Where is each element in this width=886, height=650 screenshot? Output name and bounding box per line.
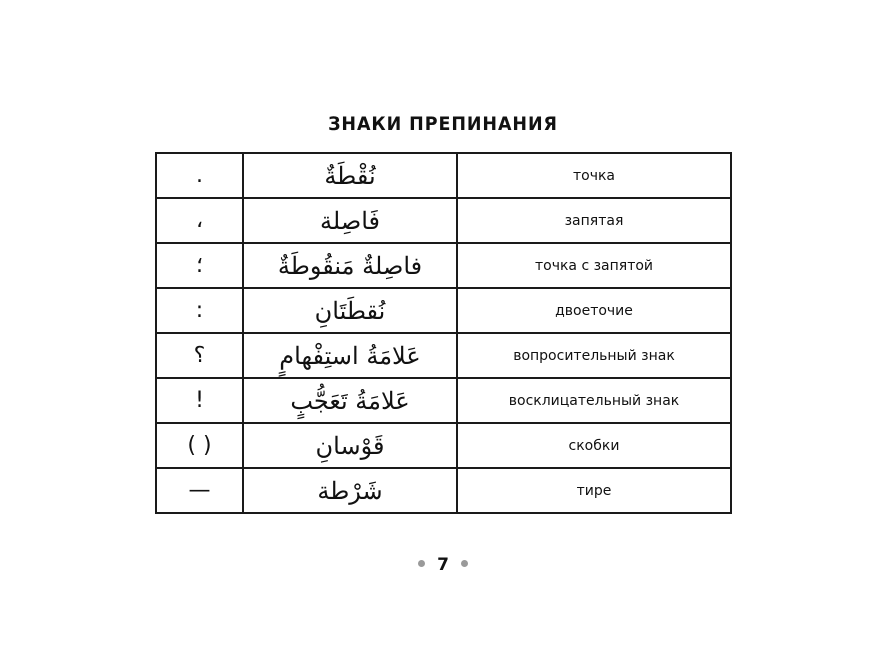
punctuation-symbol: ( ) (156, 423, 243, 468)
punctuation-symbol: ؛ (156, 243, 243, 288)
russian-term: точка с запятой (457, 243, 731, 288)
punctuation-symbol: ؟ (156, 333, 243, 378)
arabic-term: نُقطَتَانِ (243, 288, 457, 333)
page-title: ЗНАКИ ПРЕПИНАНИЯ (328, 113, 558, 135)
page-footer (0, 555, 886, 575)
russian-term: восклицательный знак (457, 378, 731, 423)
table-row (156, 468, 731, 513)
table-row (156, 153, 731, 198)
punctuation-table (155, 152, 732, 514)
table-row (156, 243, 731, 288)
russian-term: тире (457, 468, 731, 513)
russian-term: вопросительный знак (457, 333, 731, 378)
punctuation-symbol: ! (156, 378, 243, 423)
punctuation-symbol: : (156, 288, 243, 333)
table-row (156, 288, 731, 333)
page-number: 7 (437, 555, 449, 575)
punctuation-symbol: . (156, 153, 243, 198)
russian-term: двоеточие (457, 288, 731, 333)
russian-term: скобки (457, 423, 731, 468)
arabic-term: فاصِلةٌ مَنقُوطَةٌ (243, 243, 457, 288)
decorative-dot-icon (418, 560, 425, 567)
punctuation-symbol: ، (156, 198, 243, 243)
arabic-term: قَوْسانِ (243, 423, 457, 468)
russian-term: запятая (457, 198, 731, 243)
arabic-term: عَلامَةُ تَعَجُّبٍ (243, 378, 457, 423)
table-row (156, 378, 731, 423)
arabic-term: نُقْطَةٌ (243, 153, 457, 198)
arabic-term: شَرْطة (243, 468, 457, 513)
table-row (156, 198, 731, 243)
russian-term: точка (457, 153, 731, 198)
punctuation-symbol: — (156, 468, 243, 513)
arabic-term: فَاصِلة (243, 198, 457, 243)
arabic-term: عَلامَةُ استِفْهامٍ (243, 333, 457, 378)
table-row (156, 333, 731, 378)
decorative-dot-icon (461, 560, 468, 567)
table-row (156, 423, 731, 468)
